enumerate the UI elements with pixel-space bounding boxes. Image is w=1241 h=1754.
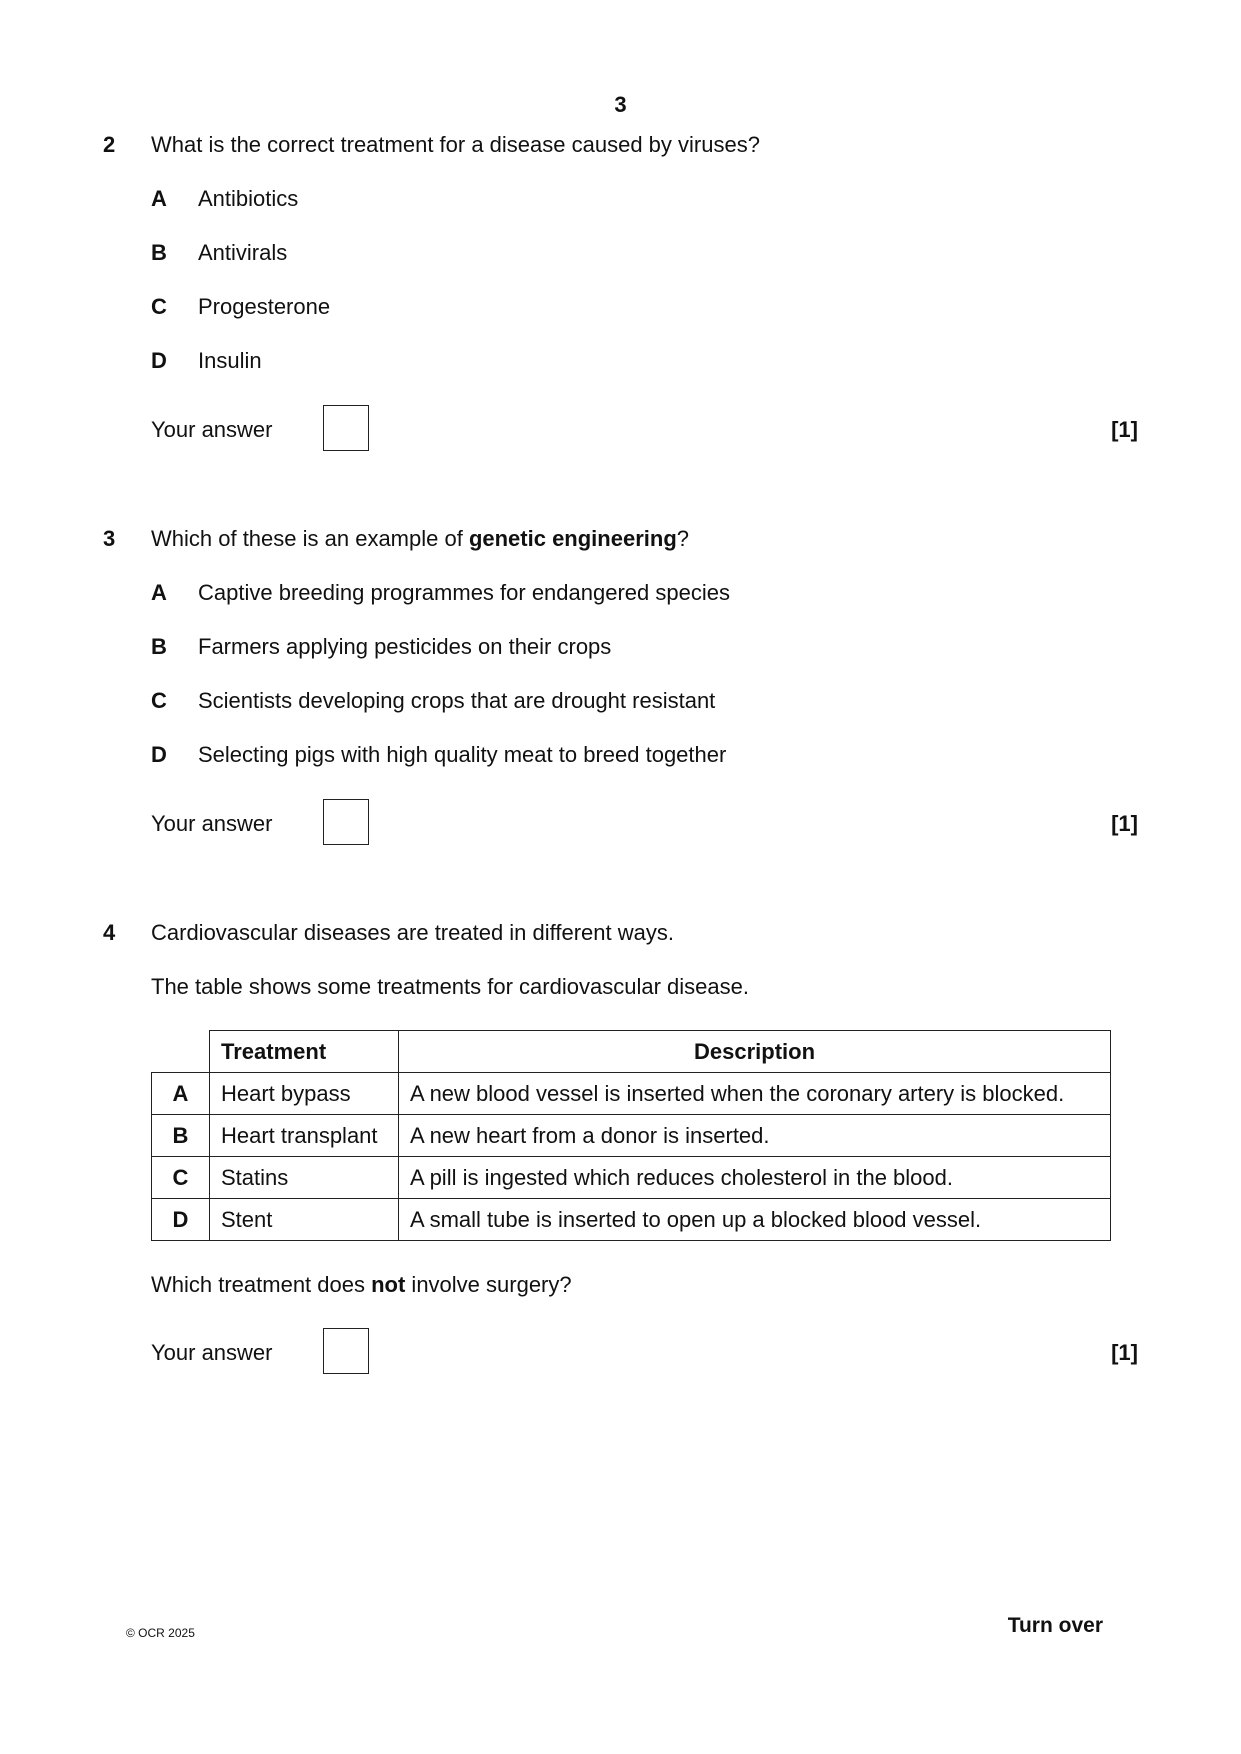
table-row (152, 1157, 1111, 1199)
option-letter: D (151, 742, 167, 767)
answer-box[interactable] (323, 799, 369, 845)
option-letter: A (151, 580, 167, 605)
description-cell: A small tube is inserted to open up a blocked blood vessel. (399, 1199, 1111, 1241)
table-row (152, 1199, 1111, 1241)
option-letter: B (151, 240, 167, 265)
table-row (152, 1073, 1111, 1115)
question-text: Which of these is an example of genetic engineering? (151, 526, 690, 551)
option-text: Insulin (198, 348, 262, 373)
treatment-cell: Stent (210, 1199, 399, 1241)
option-letter: D (151, 348, 167, 373)
option-letter: A (151, 186, 167, 211)
answer-label: Your answer (151, 811, 273, 836)
table-corner (152, 1031, 210, 1073)
question-intro: Cardiovascular diseases are treated in different ways. (151, 920, 674, 945)
emphasis-text: not (371, 1272, 406, 1297)
treatment-cell: Heart transplant (210, 1115, 399, 1157)
table-row (152, 1115, 1111, 1157)
marks-label: [1] (1111, 417, 1138, 442)
option-text: Antibiotics (198, 186, 299, 211)
turn-over-label: Turn over (1007, 1614, 1103, 1637)
option-letter: B (151, 634, 167, 659)
option-text: Farmers applying pesticides on their crops (198, 634, 612, 659)
option-text: Progesterone (198, 294, 331, 319)
description-cell: A new blood vessel is inserted when the coronary artery is blocked. (399, 1073, 1111, 1115)
question-number: 4 (103, 920, 116, 945)
question-number: 2 (103, 132, 116, 157)
marks-label: [1] (1111, 811, 1138, 836)
marks-label: [1] (1111, 1340, 1138, 1365)
column-header-treatment: Treatment (210, 1031, 399, 1073)
option-text: Selecting pigs with high quality meat to breed together (198, 742, 727, 767)
question-text: Which treatment does not involve surgery? (151, 1272, 572, 1297)
answer-box[interactable] (323, 1328, 369, 1374)
table-intro: The table shows some treatments for cardiovascular disease. (151, 974, 749, 999)
treatment-cell: Statins (210, 1157, 399, 1199)
answer-label: Your answer (151, 1340, 273, 1365)
option-text: Captive breeding programmes for endangered species (198, 580, 730, 605)
row-letter: B (152, 1115, 210, 1157)
row-letter: A (152, 1073, 210, 1115)
option-text: Antivirals (198, 240, 288, 265)
option-letter: C (151, 688, 167, 713)
page-number: 3 (614, 92, 627, 117)
option-text: Scientists developing crops that are drought resistant (198, 688, 716, 713)
row-letter: D (152, 1199, 210, 1241)
emphasis-text: genetic engineering (468, 526, 677, 551)
row-letter: C (152, 1157, 210, 1199)
treatment-cell: Heart bypass (210, 1073, 399, 1115)
description-cell: A pill is ingested which reduces cholesterol in the blood. (399, 1157, 1111, 1199)
treatment-table (151, 1030, 1111, 1241)
column-header-description: Description (399, 1031, 1111, 1073)
description-cell: A new heart from a donor is inserted. (399, 1115, 1111, 1157)
answer-box[interactable] (323, 405, 369, 451)
answer-label: Your answer (151, 417, 273, 442)
question-number: 3 (103, 526, 116, 551)
table-header-row (152, 1031, 1111, 1073)
option-letter: C (151, 294, 167, 319)
copyright-notice: © OCR 2025 (126, 1626, 195, 1640)
question-text: What is the correct treatment for a disease caused by viruses? (151, 132, 760, 157)
